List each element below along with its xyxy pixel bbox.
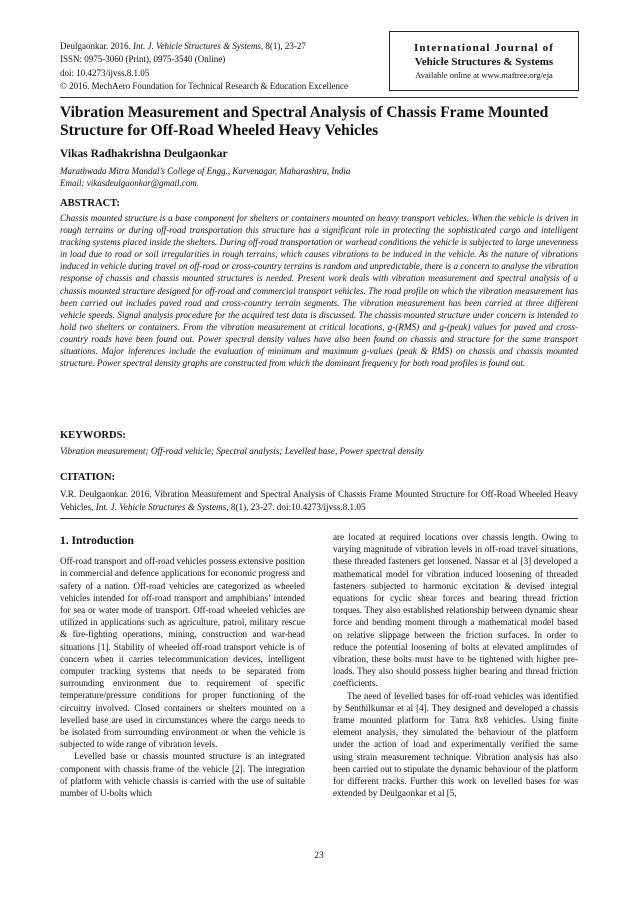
copyright-line: © 2016. MechAero Foundation for Technical Research & Education Excellence <box>60 81 348 92</box>
citation-line <box>60 40 380 53</box>
author-affiliation <box>60 165 350 189</box>
doi-line: doi: 10.4273/ijvss.8.1.05 <box>60 67 150 78</box>
page-number: 23 <box>314 851 324 861</box>
paper-title: Vibration Measurement and Spectral Analysis of Chassis Frame Mounted Structure for Off-Road Wheeled Heavy Vehicles <box>60 104 549 139</box>
intro-paragraph-2: Levelled base or chassis mounted structure is an integrated component with chassis frame of the vehicle [2]. The integration of platform with vehicle chassis is carried with the use of suitable number of U-bolts which <box>60 751 305 799</box>
intro-paragraph-3: are located at required locations over chassis length. Owing to varying magnitude of vibration levels in off-road travel situations, these threaded fasteners get loosened. Nassar et al [3] developed a mathematical model for vibration induced loosening of threaded fasteners subjected to harmonic excitation & devised integral equations for cyclic shear forces and bearing thread friction torques. They also established relationship between dynamic shear force and bending moment through a mathematical model based on relative slippage between the friction surfaces. In order to reduce the potential loosening of bolts at elevated amplitudes of vibration, these bolts must have to be tightened with higher pre-loads. They also should possess higher bearing and thread friction coefficients. <box>333 532 578 689</box>
right-column <box>333 531 578 799</box>
keywords-text: Vibration measurement; Off-road vehicle; Spectral analysis; Levelled base, Power spectral density <box>60 446 424 456</box>
introduction-heading: 1. Introduction <box>60 535 134 547</box>
volume-pages: , 8(1), 23-27 <box>260 41 306 51</box>
journal-box-line2: Vehicle Structures & Systems <box>414 56 554 68</box>
article-header <box>60 40 380 94</box>
citation-journal: Int. J. Vehicle Structures & Systems <box>95 502 227 512</box>
header-rule <box>60 97 578 98</box>
left-column <box>60 531 305 799</box>
intro-paragraph-1: Off-road transport and off-road vehicles possess extensive position in commercial and defence applications for economic progress and safety of a nation. Off-road vehicles are categorized as wheeled vehicles intended for off-road transport and amphibians’ intended for sea or water mode of transport. Off-road wheeled vehicles are utilized in applications such as agriculture, patrol, military rescue & fire-fighting operations, mining, construction and war-head situations [1]. Stability of wheeled off-road transport vehicle is of concern when it carries telecommunication devices, intelligent computer tracking systems that needs to be separated from surrounding environment due to requirement of specific temperature/pressure conditions for proper functioning of the circuitry involved. Closed containers or shelters mounted on a levelled base are used in circumstances where the cargo needs to be isolated from surrounding environment or when the vehicle is subjected to wide range of vibration levels. <box>60 556 305 750</box>
journal-box-line1: International Journal of <box>413 42 555 54</box>
author-name: Vikas Radhakrishna Deulgaonkar <box>60 148 228 160</box>
citation-text <box>60 488 578 514</box>
intro-paragraph-4: The need of levelled bases for off-road vehicles was identified by Senthilkumar et al [4]. They designed and developed a chassis frame mounted platform for Tatra 8x8 vehicles. Using finite element analysis, they simulated the behaviour of the platform under the action of load and experimentally verified the same using strain measurement technique. Vibration analysis has also been carried out to stipulate the dynamic behaviour of the platform for different tracks. Further this work on levelled bases for was extended by Deulgaonkar et al [5, <box>333 690 578 799</box>
abstract-heading: ABSTRACT: <box>60 198 120 209</box>
journal-box-url: Available online at www.maftree.org/eja <box>415 70 553 80</box>
citation-heading: CITATION: <box>60 472 116 483</box>
citation-line-prefix: Deulgaonkar. 2016. <box>60 41 133 51</box>
journal-box <box>389 31 579 91</box>
email-line: Email: vikasdeulgaonkar@gmail.com. <box>60 178 200 188</box>
abstract-text: Chassis mounted structure is a base component for shelters or containers mounted on heavy transport vehicles. When the vehicle is driven in rough terrains or during off-road transportation this structure has a significant role in protecting the sophisticated cargo and intelligent tracking systems placed inside the shelters. During off-road transportation or warhead conditions the vehicle is subjected to large unevenness in load due to road or soil irregularities in rough terrains, which causes vibrations to be induced in the vehicle. As the nature of vibrations induced in vehicle during travel on off-road or cross-country terrains is random and unpredictable, there is a concern to analyse the vibration response of chassis and chassis mounted structures is needed. Present work deals with vibration measurement and spectral analysis of a chassis mounted structure designed for off-road and commercial transport vehicles. The road profile on which the vibration measurement has been carried out includes paved road and cross-country terrain segments. The vibration measurement has been carried at three different vehicle speeds. Signal analysis procedure for the acquired test data is discussed. The chassis mounted structure under concern is intended to hold two shelters or containers. From the vibration measurement at critical locations, g-(RMS) and g-(peak) values for paved and cross-country roads have been found out. Power spectral density values have also been found on chassis and structure for the same transport situations. Major inferences include the evaluation of minimum and maximum g-values (peak & RMS) on chassis and chassis mounted structure. Power spectral density graphs are constructed from which the dominant frequency for both road profiles is found out. <box>60 213 578 369</box>
issn-line: ISSN: 0975-3060 (Print), 0975-3540 (Online) <box>60 54 226 65</box>
section-rule <box>60 518 578 519</box>
keywords-heading: KEYWORDS: <box>60 430 126 441</box>
citation-prefix: V.R. Deulgaonkar. 2016. Vibration Measurement and Spectral Analysis of Chassis Frame Mounted Structure for Off-Road Wheeled Heavy Vehicles, <box>60 489 578 512</box>
affiliation-line: Marathwada Mitra Mandal’s College of Engg., Karvenagar, Maharashtra, India <box>60 166 351 176</box>
citation-suffix: , 8(1), 23-27. doi:10.4273/ijvss.8.1.05 <box>226 502 366 512</box>
journal-name: Int. J. Vehicle Structures & Systems <box>132 41 261 51</box>
